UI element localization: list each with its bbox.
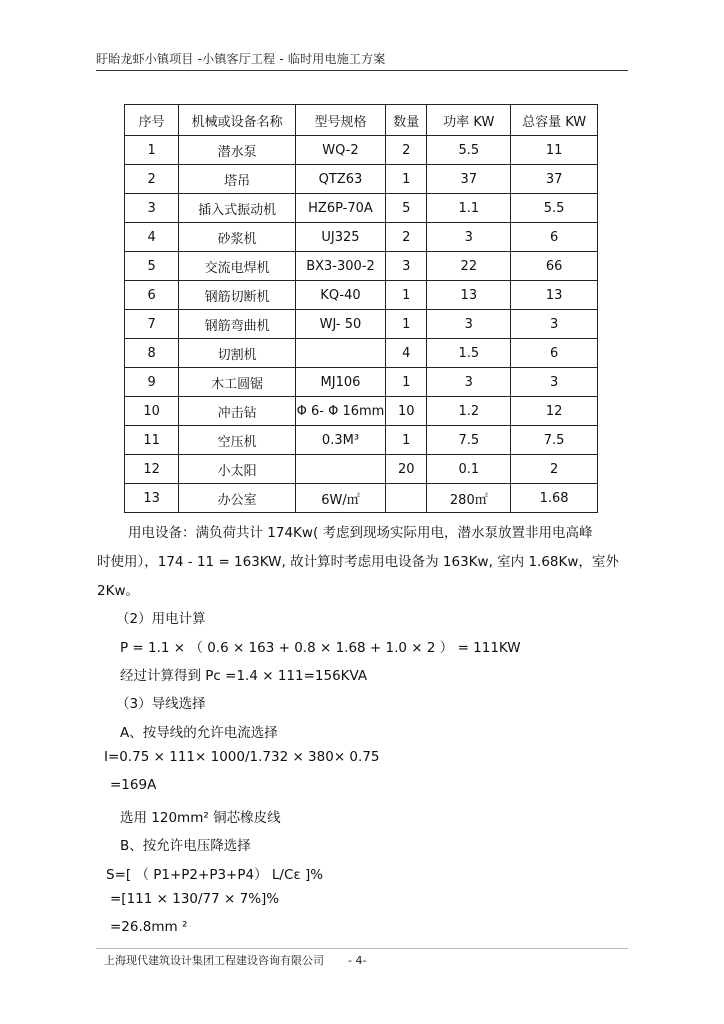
cell-model: MJ106 [295, 368, 385, 397]
col-header-index: 序号 [125, 105, 179, 136]
cell-index: 2 [125, 165, 179, 194]
cell-model [295, 339, 385, 368]
table-row [125, 281, 598, 310]
cell-index: 11 [125, 426, 179, 455]
section-3a-title: A、按导线的允许电流选择 [120, 725, 278, 741]
cell-qty: 5 [385, 194, 426, 223]
col-header-name: 机械或设备名称 [179, 105, 296, 136]
cell-qty: 2 [385, 136, 426, 165]
cell-total: 7.5 [511, 426, 598, 455]
cell-power: 3 [427, 368, 511, 397]
cell-power: 1.1 [427, 194, 511, 223]
table-row [125, 397, 598, 426]
footer-divider [96, 948, 628, 949]
table-row [125, 455, 598, 484]
col-header-model: 型号规格 [295, 105, 385, 136]
cell-power: 5.5 [427, 136, 511, 165]
cell-name: 木工圆锯 [179, 368, 296, 397]
cell-name: 交流电焊机 [179, 252, 296, 281]
section-3b-result: =26.8mm ² [110, 919, 188, 935]
cell-total: 1.68 [511, 484, 598, 513]
cell-index: 1 [125, 136, 179, 165]
cell-model: WJ- 50 [295, 310, 385, 339]
table-row [125, 310, 598, 339]
cell-power: 7.5 [427, 426, 511, 455]
cell-power: 280㎡ [427, 484, 511, 513]
section-2-formula: P = 1.1 × （ 0.6 × 163 + 0.8 × 1.68 + 1.0 × 2 ） = 111KW [120, 640, 521, 656]
table-row [125, 194, 598, 223]
cell-model: WQ-2 [295, 136, 385, 165]
cell-power: 13 [427, 281, 511, 310]
footer-company: 上海现代建筑设计集团工程建设咨询有限公司 [104, 954, 324, 967]
cell-name: 切割机 [179, 339, 296, 368]
table-row [125, 165, 598, 194]
cell-total: 12 [511, 397, 598, 426]
cell-total: 13 [511, 281, 598, 310]
cell-qty: 1 [385, 426, 426, 455]
cell-total: 3 [511, 310, 598, 339]
table-row [125, 223, 598, 252]
cell-index: 4 [125, 223, 179, 252]
page-footer [104, 952, 366, 968]
section-3a-choice: 选用 120mm² 铜芯橡皮线 [120, 810, 281, 826]
cell-power: 1.2 [427, 397, 511, 426]
cell-name: 钢筋弯曲机 [179, 310, 296, 339]
table-row [125, 368, 598, 397]
cell-qty: 4 [385, 339, 426, 368]
cell-qty: 3 [385, 252, 426, 281]
cell-power: 0.1 [427, 455, 511, 484]
cell-total: 2 [511, 455, 598, 484]
cell-model: HZ6P-70A [295, 194, 385, 223]
cell-model: 6W/㎡ [295, 484, 385, 513]
page-number: - 4- [348, 954, 367, 967]
cell-power: 1.5 [427, 339, 511, 368]
cell-qty [385, 484, 426, 513]
section-3a-formula: I=0.75 × 111× 1000/1.732 × 380× 0.75 [104, 749, 380, 765]
cell-qty: 1 [385, 310, 426, 339]
cell-qty: 1 [385, 281, 426, 310]
table-row [125, 484, 598, 513]
section-3-title: （3）导线选择 [116, 696, 206, 712]
page-header: 盱眙龙虾小镇项目 -小镇客厅工程 - 临时用电施工方案 [96, 52, 386, 66]
para-load-line2: 时使用），174 - 11 = 163KW, 故计算时考虑用电设备为 163Kw, 室内 1.68Kw，室外 [97, 554, 619, 570]
col-header-total: 总容量 KW [511, 105, 598, 136]
para-load-line1: 用电设备：满负荷共计 174Kw( 考虑到现场实际用电，潜水泵放置非用电高峰 [128, 525, 593, 541]
cell-qty: 20 [385, 455, 426, 484]
cell-name: 塔吊 [179, 165, 296, 194]
table-row [125, 339, 598, 368]
cell-power: 37 [427, 165, 511, 194]
section-3a-result: =169A [110, 777, 157, 793]
table-row [125, 136, 598, 165]
section-3b-calc: =[111 × 130/77 × 7%]% [110, 891, 280, 907]
cell-total: 6 [511, 339, 598, 368]
cell-name: 冲击钻 [179, 397, 296, 426]
cell-name: 钢筋切断机 [179, 281, 296, 310]
cell-name: 小太阳 [179, 455, 296, 484]
cell-index: 10 [125, 397, 179, 426]
cell-qty: 1 [385, 165, 426, 194]
table-header-row [125, 105, 598, 136]
section-3b-formula: S=[ （ P1+P2+P3+P4） L/Cε ]% [106, 867, 324, 883]
cell-model: QTZ63 [295, 165, 385, 194]
cell-name: 空压机 [179, 426, 296, 455]
cell-index: 3 [125, 194, 179, 223]
table-row [125, 426, 598, 455]
section-3b-title: B、按允许电压降选择 [120, 838, 251, 854]
cell-qty: 1 [385, 368, 426, 397]
section-2-title: （2）用电计算 [116, 611, 206, 627]
cell-total: 37 [511, 165, 598, 194]
cell-name: 办公室 [179, 484, 296, 513]
cell-qty: 10 [385, 397, 426, 426]
equipment-table [124, 104, 598, 513]
section-2-result: 经过计算得到 Pc =1.4 × 111=156KVA [120, 668, 368, 684]
cell-total: 5.5 [511, 194, 598, 223]
cell-index: 8 [125, 339, 179, 368]
cell-model: KQ-40 [295, 281, 385, 310]
cell-model: UJ325 [295, 223, 385, 252]
cell-qty: 2 [385, 223, 426, 252]
col-header-power: 功率 KW [427, 105, 511, 136]
cell-power: 3 [427, 310, 511, 339]
para-load-line3: 2Kw。 [97, 583, 139, 599]
cell-index: 7 [125, 310, 179, 339]
cell-index: 9 [125, 368, 179, 397]
cell-index: 12 [125, 455, 179, 484]
cell-model: 0.3M³ [295, 426, 385, 455]
cell-model: Φ 6- Φ 16mm [295, 397, 385, 426]
cell-total: 66 [511, 252, 598, 281]
cell-index: 5 [125, 252, 179, 281]
table-row [125, 252, 598, 281]
cell-model [295, 455, 385, 484]
cell-total: 3 [511, 368, 598, 397]
cell-name: 潜水泵 [179, 136, 296, 165]
cell-name: 砂浆机 [179, 223, 296, 252]
header-divider [96, 70, 628, 71]
cell-power: 22 [427, 252, 511, 281]
cell-index: 6 [125, 281, 179, 310]
cell-index: 13 [125, 484, 179, 513]
cell-power: 3 [427, 223, 511, 252]
cell-model: BX3-300-2 [295, 252, 385, 281]
cell-name: 插入式振动机 [179, 194, 296, 223]
col-header-qty: 数量 [385, 105, 426, 136]
cell-total: 11 [511, 136, 598, 165]
cell-total: 6 [511, 223, 598, 252]
